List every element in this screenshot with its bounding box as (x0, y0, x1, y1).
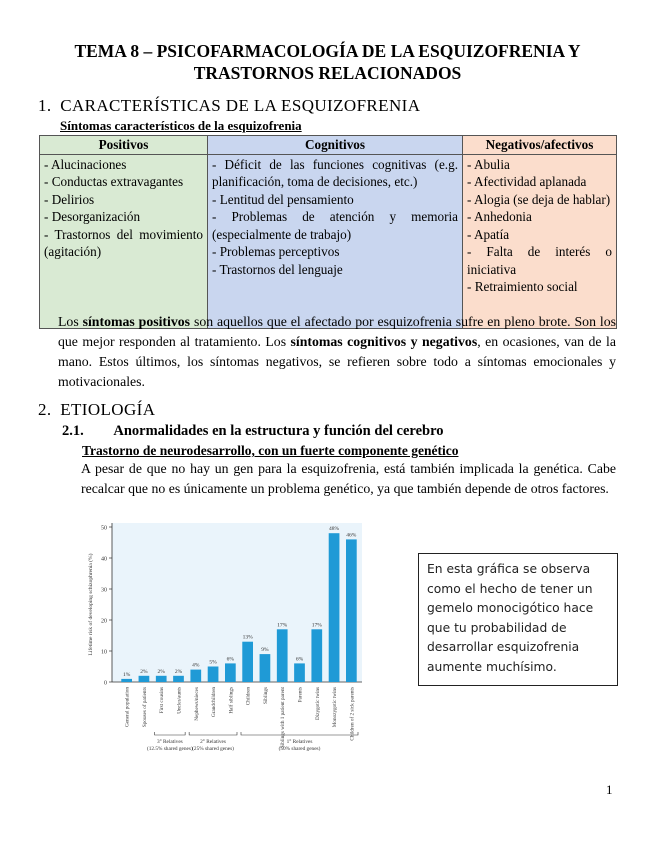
data-label: 17% (277, 622, 288, 629)
section-1-subheading: Síntomas característicos de la esquizofrenia (60, 118, 302, 133)
list-item: - Abulia (467, 156, 510, 172)
bar (139, 676, 150, 682)
list-item: - Trastornos del lenguaje (212, 261, 343, 277)
list-item: - Desorganización (44, 209, 141, 224)
group-bracket (189, 732, 237, 735)
y-tick-label: 0 (104, 680, 107, 687)
bar (311, 629, 322, 682)
section-2-title: ETIOLOGÍA (60, 400, 156, 419)
bar (260, 654, 271, 682)
group-bracket (155, 732, 186, 735)
x-tick-label: Half siblings (228, 687, 235, 714)
y-axis-label: Lifetime risk of developing schizophrenia (%) (88, 553, 94, 656)
text-run: , en ocasiones, van de la mano. Estos últimos, los síntomas negativos, se refieren sobre todo a síntomas emocionales y motivacionales. (58, 334, 616, 389)
cell-negativos (463, 154, 617, 328)
y-tick-label: 30 (101, 587, 107, 594)
data-label: 9% (261, 647, 269, 654)
text-run: Los (58, 314, 83, 329)
x-tick-label: Siblings (262, 687, 269, 705)
title-line-2: TRASTORNOS RELACIONADOS (193, 63, 462, 83)
section-1-number: 1. (38, 96, 52, 115)
x-tick-label: Dizygotic twins (314, 687, 321, 720)
group-label: 3° Relatives (156, 739, 183, 745)
data-label: 4% (192, 662, 200, 669)
section-2-heading (38, 400, 155, 420)
data-label: 2% (157, 668, 165, 675)
list-item: - Delirios (44, 191, 95, 207)
group-label: (50% shared genes) (278, 746, 321, 752)
section-2-1-heading (62, 423, 444, 440)
bar (346, 539, 357, 682)
list-item: - Retraimiento social (467, 279, 578, 294)
x-tick-label: Monozygotic twins (332, 687, 339, 728)
data-label: 17% (311, 622, 322, 629)
list-item: - Problemas perceptivos (212, 244, 340, 259)
header-negativos: Negativos/afectivos (463, 136, 617, 155)
bar (294, 663, 305, 682)
cell-cognitivos (208, 154, 463, 328)
page-number: 1 (606, 782, 613, 797)
document-title (30, 40, 625, 84)
bar (329, 533, 340, 682)
bar (277, 629, 288, 682)
x-tick-label: Children (245, 687, 252, 706)
title-line-1: TEMA 8 – PSICOFARMACOLOGÍA DE LA ESQUIZOFRENIA Y (74, 41, 581, 61)
paragraph-genetics: A pesar de que no hay un gen para la esquizofrenia, está también implicada la genética. Cabe recalcar que no es únicamente un problema genético, ya que también depende de otros factores. (81, 461, 616, 496)
list-item: - Alucinaciones (44, 156, 127, 172)
x-tick-label: Uncles/aunts (176, 687, 183, 714)
text-run: son aquellos que el afectado por esquizofrenia sufre en pleno brote. Son los que mejor responden al tratamiento. Los (58, 314, 616, 349)
y-tick-label: 10 (101, 649, 107, 656)
list-item: - Déficit de las funciones cognitivas (e.g. planificación, toma de decisiones, etc.) (212, 156, 458, 189)
data-label: 13% (242, 634, 253, 641)
data-label: 48% (329, 526, 340, 533)
list-item: - Falta de interés o iniciativa (467, 244, 612, 277)
list-item: - Alogia (se deja de hablar) (467, 191, 611, 207)
bar (121, 679, 132, 682)
data-label: 2% (140, 668, 148, 675)
data-label: 1% (122, 671, 131, 678)
group-bracket (241, 732, 358, 735)
header-positivos: Positivos (40, 136, 208, 155)
bold-run: síntomas cognitivos y negativos (290, 334, 478, 349)
plot-background (112, 523, 362, 682)
x-tick-label: First cousins (159, 687, 166, 714)
section-1-title: CARACTERÍSTICAS DE LA ESQUIZOFRENIA (60, 96, 421, 115)
list-item: - Afectividad aplanada (467, 174, 587, 189)
list-item: - Trastornos del movimiento (agitación) (44, 226, 203, 259)
section-2-number: 2. (38, 400, 52, 419)
x-tick-label: Nephews/nieces (193, 687, 200, 721)
section-2-1-number: 2.1. (62, 423, 84, 439)
bar (156, 676, 167, 682)
cell-positivos (40, 154, 208, 328)
bar (190, 670, 201, 682)
section-2-1-subheading: Trastorno de neurodesarrollo, con un fuerte componente genético (82, 443, 459, 458)
data-label: 6% (295, 656, 304, 663)
y-tick-label: 50 (101, 525, 107, 532)
x-tick-label: Siblings with 1 patient parent (280, 687, 287, 749)
paragraph-symptoms (58, 312, 616, 392)
data-label: 2% (174, 668, 183, 675)
list-item: - Apatía (467, 226, 510, 242)
bar (242, 642, 253, 682)
x-tick-label: Spouses of patients (141, 687, 148, 728)
group-label: (25% shared genes) (192, 746, 234, 752)
group-label: 1° Relatives (286, 739, 313, 745)
symptoms-table (39, 135, 617, 329)
list-item: - Anhedonia (467, 209, 532, 224)
group-label: 2° Relatives (200, 739, 226, 745)
bold-run: síntomas positivos (82, 314, 191, 329)
bar (208, 667, 219, 683)
bar (173, 676, 184, 682)
list-item: - Problemas de atención y memoria (especialmente de trabajo) (212, 209, 458, 242)
chart-note-box: En esta gráfica se observa como el hecho de tener un gemelo monocigótico hace que tu probabilidad de desarrollar esquizofrenia aumente muchísimo. (418, 553, 618, 686)
genetic-risk-chart (82, 515, 382, 770)
data-label: 5% (209, 659, 217, 666)
data-label: 46% (346, 532, 357, 539)
y-tick-label: 20 (101, 618, 107, 625)
section-1-heading (38, 96, 420, 116)
bar (225, 663, 236, 682)
section-2-1-title: Anormalidades en la estructura y función del cerebro (113, 423, 444, 439)
x-tick-label: Parents (297, 687, 304, 703)
x-tick-label: General population (124, 687, 131, 727)
x-tick-label: Grandchildren (211, 687, 218, 717)
group-label: (12.5% shared genes) (146, 746, 193, 752)
list-item: - Conductas extravagantes (44, 174, 184, 189)
y-tick-label: 40 (101, 556, 107, 563)
data-label: 6% (226, 656, 235, 663)
header-cognitivos: Cognitivos (208, 136, 463, 155)
list-item: - Lentitud del pensamiento (212, 191, 354, 207)
x-tick-label: Children of 2 sick parents (349, 687, 356, 741)
